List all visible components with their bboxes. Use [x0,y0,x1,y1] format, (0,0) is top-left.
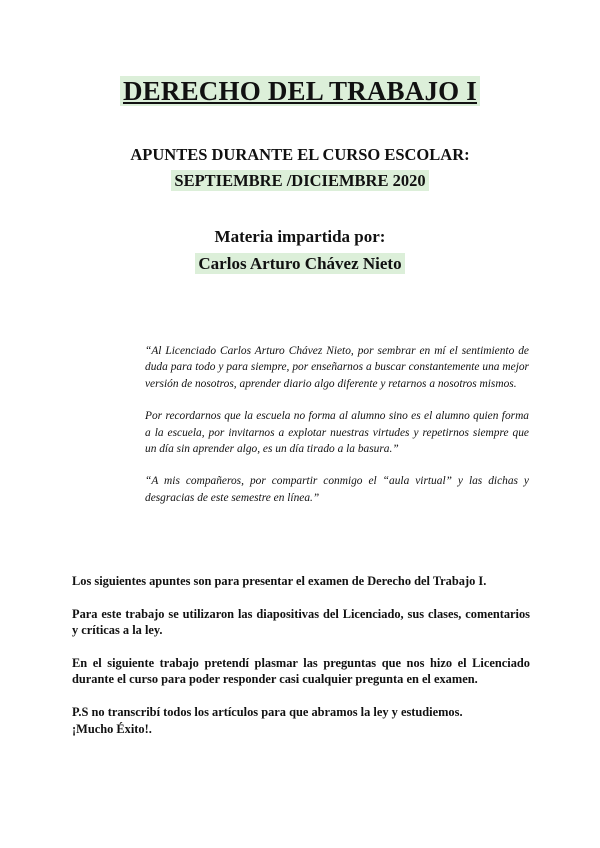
subtitle-line-2: SEPTIEMBRE /DICIEMBRE 2020 [171,170,428,191]
dedication-paragraph: “Al Licenciado Carlos Arturo Chávez Nieto, por sembrar en mí el sentimiento de duda para todo y para siempre, por enseñarnos a buscar constantemente una mejor versión de nosotros, aprender diario algo diferente y retarnos a nosotros mismos. [145,345,529,390]
subtitle-line-2-block [0,171,600,191]
note-paragraph: En el siguiente trabajo pretendí plasmar las preguntas que nos hizo el Licenciado durante el curso para poder responder casi cualquier pregunta en el examen. [72,655,530,687]
dedication [145,343,529,522]
closing-line: ¡Mucho Éxito!. [72,721,152,736]
author-name: Carlos Arturo Chávez Nieto [195,253,404,274]
note-paragraph: Los siguientes apuntes son para presentar el examen de Derecho del Trabajo I. [72,574,487,588]
notes [72,573,530,737]
dedication-paragraph: Por recordarnos que la escuela no forma al alumno sino es el alumno quien forma a la escuela, por invitarnos a explotar nuestras virtudes y repetirnos siempre que un día sin aprender algo, es un día tirado a la basura.” [145,410,529,456]
note-paragraph: Para este trabajo se utilizaron las diapositivas del Licenciado, sus clases, comentarios y críticas a la ley. [72,606,530,638]
materia-label: Materia impartida por: [214,227,386,246]
subtitle-line-1: APUNTES DURANTE EL CURSO ESCOLAR: [130,145,470,164]
author-block [0,254,600,274]
dedication-paragraph: “A mis compañeros, por compartir conmigo el “aula virtual” y las dichas y desgracias de este semestre en línea.” [145,475,529,504]
document-title-block [0,76,600,107]
document-title: DERECHO DEL TRABAJO I [120,76,480,106]
note-paragraph: P.S no transcribí todos los artículos para que abramos la ley y estudiemos. [72,704,463,719]
